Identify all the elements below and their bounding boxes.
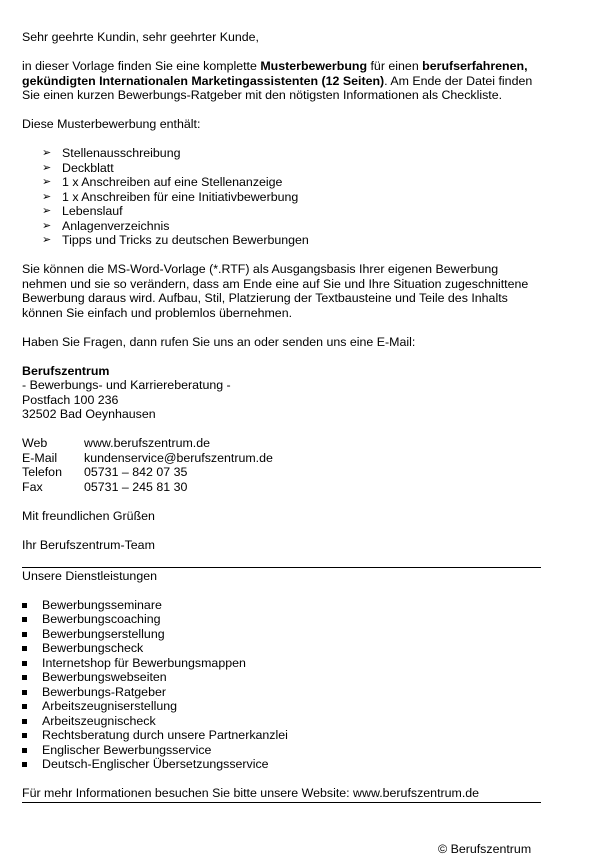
signature: Ihr Berufszentrum-Team <box>22 537 155 552</box>
service-item-label: Bewerbungsseminare <box>42 597 162 612</box>
service-item-label: Bewerbungscheck <box>42 641 144 655</box>
square-bullet-icon <box>22 646 27 651</box>
square-bullet-icon <box>22 704 27 709</box>
service-list-item <box>22 641 542 656</box>
square-bullet-icon <box>22 675 27 680</box>
square-bullet-icon <box>22 617 27 622</box>
contents-item-label: Anlagenverzeichnis <box>62 218 170 233</box>
contact-value: www.berufszentrum.de <box>84 436 211 450</box>
arrow-bullet-icon: ➢ <box>42 147 52 159</box>
services-list <box>22 598 542 772</box>
service-list-item <box>22 598 542 613</box>
divider-top <box>22 567 541 568</box>
service-item-label: Bewerbungserstellung <box>42 626 165 641</box>
contact-label: Telefon <box>22 465 62 479</box>
square-bullet-icon <box>22 733 27 738</box>
contact-label: Web <box>22 436 48 450</box>
intro-text-1: in dieser Vorlage finden Sie eine komplette <box>22 59 261 73</box>
service-list-item <box>22 612 542 627</box>
contact-value: kundenservice@berufszentrum.de <box>84 450 273 465</box>
contents-heading: Diese Musterbewerbung enthält: <box>22 117 201 131</box>
contact-row <box>22 465 542 480</box>
contact-block <box>22 436 542 494</box>
square-bullet-icon <box>22 632 27 637</box>
intro-text-3: . Am Ende der Datei finden Sie einen kurzen Bewerbungs-Ratgeber mit den nötigsten Informationen als Checkliste. <box>22 73 533 102</box>
square-bullet-icon <box>22 748 27 753</box>
square-bullet-icon <box>22 719 27 724</box>
service-list-item <box>22 656 542 671</box>
contents-list <box>22 146 542 248</box>
contents-item-label: Stellenausschreibung <box>62 146 181 160</box>
service-item-label: Arbeitszeugniserstellung <box>42 699 177 713</box>
contents-item-label: Lebenslauf <box>62 204 123 218</box>
service-list-item <box>22 685 542 700</box>
service-list-item <box>22 757 542 772</box>
service-list-item <box>22 743 542 758</box>
services-heading: Unsere Dienstleistungen <box>22 568 157 583</box>
service-item-label: Bewerbungswebseiten <box>42 670 167 684</box>
address-block <box>22 364 542 422</box>
company-subtitle: - Bewerbungs- und Karriereberatung - <box>22 378 231 392</box>
service-item-label: Arbeitszeugnischeck <box>42 713 156 728</box>
contact-label: E-Mail <box>22 450 58 465</box>
service-item-label: Bewerbungs-Ratgeber <box>42 684 166 699</box>
company-name: Berufszentrum <box>22 363 110 378</box>
arrow-bullet-icon: ➢ <box>42 234 52 246</box>
contact-value: 05731 – 842 07 35 <box>84 465 188 479</box>
address-city: 32502 Bad Oeynhausen <box>22 407 156 421</box>
intro-bold-2: berufserfahrenen, gekündigten Internationalen Marketingassistenten (12 Seiten) <box>22 59 528 88</box>
document-page <box>22 30 542 803</box>
contents-list-item <box>42 233 542 248</box>
footer-copyright: © Berufszentrum <box>438 842 532 856</box>
contents-item-label: 1 x Anschreiben auf eine Stellenanzeige <box>62 175 283 189</box>
contents-list-item <box>42 175 542 190</box>
arrow-bullet-icon: ➢ <box>42 219 52 232</box>
service-item-label: Rechtsberatung durch unsere Partnerkanzlei <box>42 728 288 742</box>
arrow-bullet-icon: ➢ <box>42 205 52 217</box>
contents-list-item <box>42 219 542 234</box>
square-bullet-icon <box>22 690 27 695</box>
arrow-bullet-icon: ➢ <box>42 161 52 174</box>
arrow-bullet-icon: ➢ <box>42 190 52 203</box>
arrow-bullet-icon: ➢ <box>42 176 52 188</box>
contents-item-label: 1 x Anschreiben für eine Initiativbewerbung <box>62 189 299 204</box>
square-bullet-icon <box>22 603 27 608</box>
contents-list-item <box>42 146 542 161</box>
contact-label: Fax <box>22 479 43 494</box>
usage-paragraph: Sie können die MS-Word-Vorlage (*.RTF) als Ausgangsbasis Ihrer eigenen Bewerbung nehmen und sie so verändern, dass am Ende eine auf Sie und Ihre Situation zugeschnittene Bewerbung daraus wird. Aufbau, Stil, Platzierung der Textbausteine und Teile des Inhalts können Sie einfach und problemlos übernehmen. <box>22 262 529 320</box>
address-street: Postfach 100 236 <box>22 392 119 407</box>
square-bullet-icon <box>22 661 27 666</box>
service-list-item <box>22 728 542 743</box>
contents-list-item <box>42 204 542 219</box>
greeting: Sehr geehrte Kundin, sehr geehrter Kunde, <box>22 30 259 44</box>
service-item-label: Internetshop für Bewerbungsmappen <box>42 655 246 670</box>
service-item-label: Bewerbungscoaching <box>42 612 161 626</box>
service-list-item <box>22 699 542 714</box>
more-info: Für mehr Informationen besuchen Sie bitte unsere Website: www.berufszentrum.de <box>22 786 480 800</box>
intro-paragraph <box>22 59 542 103</box>
questions-paragraph: Haben Sie Fragen, dann rufen Sie uns an oder senden uns eine E-Mail: <box>22 334 416 349</box>
contact-row <box>22 451 542 466</box>
service-item-label: Englischer Bewerbungsservice <box>42 742 212 757</box>
service-list-item <box>22 670 542 685</box>
intro-bold-1: Musterbewerbung <box>260 59 368 73</box>
service-list-item <box>22 627 542 642</box>
contents-item-label: Tipps und Tricks zu deutschen Bewerbungen <box>62 233 309 247</box>
closing: Mit freundlichen Grüßen <box>22 508 155 523</box>
contact-row <box>22 436 542 451</box>
contents-list-item <box>42 161 542 176</box>
contents-item-label: Deckblatt <box>62 160 114 175</box>
service-list-item <box>22 714 542 729</box>
contact-row <box>22 480 542 495</box>
contact-value: 05731 – 245 81 30 <box>84 479 188 494</box>
contents-list-item <box>42 190 542 205</box>
intro-text-2: für einen <box>367 59 423 73</box>
divider-bottom <box>22 802 541 803</box>
service-item-label: Deutsch-Englischer Übersetzungsservice <box>42 757 269 771</box>
square-bullet-icon <box>22 762 27 767</box>
